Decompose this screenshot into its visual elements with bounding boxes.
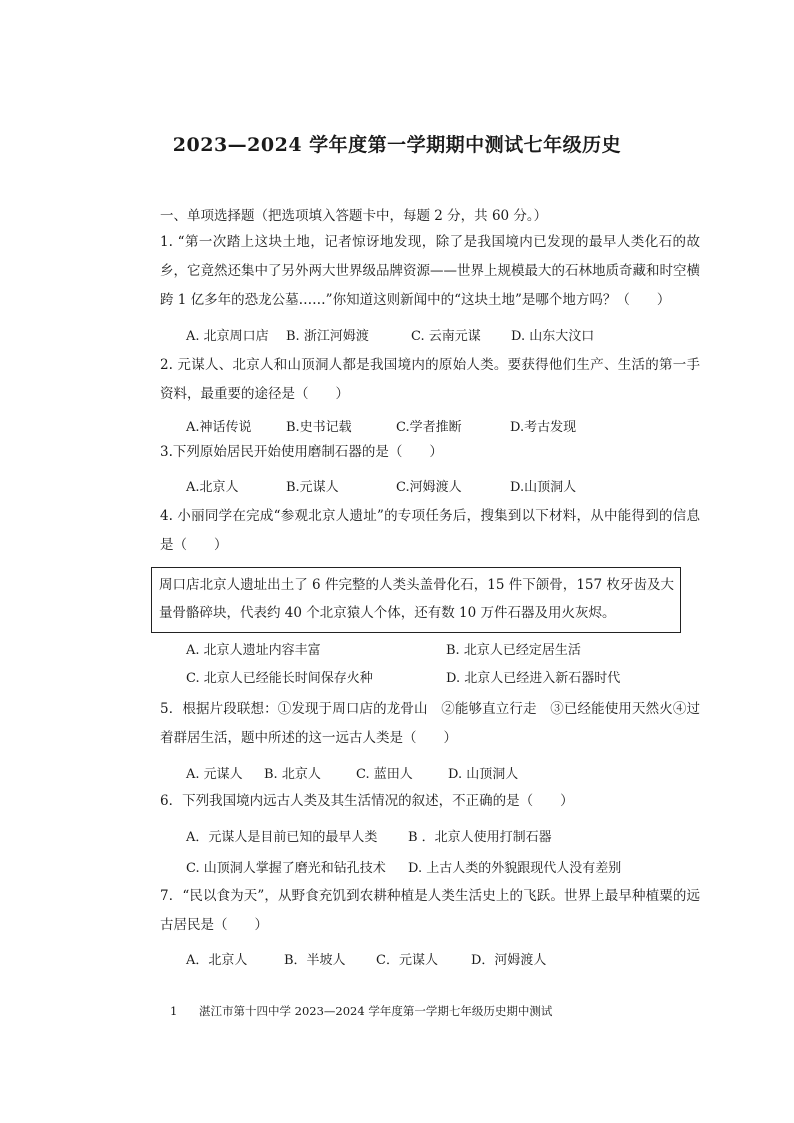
option-c: C. 云南元谋 xyxy=(411,329,481,344)
question-7-options xyxy=(186,949,706,968)
material-box: 周口店北京人遗址出土了 6 件完整的人类头盖骨化石，15 件下颌骨，157 枚牙齿及大量骨骼碎块，代表约 40 个北京猿人个体，还有数 10 万件石器及用火灰烬。 xyxy=(151,567,681,633)
question-3-options xyxy=(186,476,706,495)
option-b: B.元谋人 xyxy=(286,480,339,495)
option-d: D. 上古人类的外貌跟现代人没有差别 xyxy=(408,861,622,876)
option-b: B ．北京人使用打制石器 xyxy=(408,830,552,845)
option-c: C. 北京人已经能长时间保存火种 xyxy=(186,670,373,686)
option-d: D.山顶洞人 xyxy=(510,480,577,495)
option-c: C. 蓝田人 xyxy=(356,767,413,782)
page-title: 2023—2024 学年度第一学期期中测试七年级历史 xyxy=(172,134,622,156)
page-footer xyxy=(170,1003,552,1019)
question-1-stem: 1. “第一次踏上这块土地，记者惊讶地发现，除了是我国境内已发现的最早人类化石的故乡，它竟然还集中了另外两大世界级品牌资源——世界上规模最大的石林地质奇藏和时空横跨 1 亿多年的恐龙公墓……”你知道这则新闻中的“这块土地”是哪个地方吗？（ ） xyxy=(160,234,700,308)
option-a: A．北京人 xyxy=(186,953,248,968)
option-a: A. 北京周口店 xyxy=(186,329,269,344)
option-c: C. 山顶洞人掌握了磨光和钻孔技术 xyxy=(186,861,386,876)
option-c: C．元谋人 xyxy=(376,953,438,968)
option-a: A.北京人 xyxy=(186,480,239,495)
question-6-options-row2 xyxy=(186,857,706,876)
option-a: A．元谋人是目前已知的最早人类 xyxy=(186,830,378,845)
option-d: D. 山顶洞人 xyxy=(448,767,519,782)
section-heading: 一、单项选择题（把选项填入答题卡中，每题 2 分，共 60 分。） xyxy=(160,208,548,224)
question-6-options-row1 xyxy=(186,826,706,845)
option-c: C.河姆渡人 xyxy=(396,480,462,495)
option-b: B. 浙江河姆渡 xyxy=(286,329,369,344)
question-3-stem: 3.下列原始居民开始使用磨制石器的是（ ） xyxy=(160,444,443,460)
question-4-options xyxy=(186,634,706,690)
option-b: B.史书记载 xyxy=(286,420,352,435)
footer-text: 湛江市第十四中学 2023—2024 学年度第一学期七年级历史期中测试 xyxy=(198,1004,553,1018)
option-b: B. 北京人已经定居生活 xyxy=(446,642,581,658)
question-2-options xyxy=(186,416,706,435)
question-6-stem: 6．下列我国境内远古人类及其生活情况的叙述，不正确的是（ ） xyxy=(160,793,574,809)
question-4-stem: 4. 小丽同学在完成“参观北京人遗址”的专项任务后，搜集到以下材料，从中能得到的信息是（ ） xyxy=(160,508,700,553)
option-b: B. 北京人 xyxy=(264,767,321,782)
option-d: D.考古发现 xyxy=(510,420,577,435)
question-2-stem: 2. 元谋人、北京人和山顶洞人都是我国境内的原始人类。要获得他们生产、生活的第一手资料，最重要的途径是（ ） xyxy=(160,357,700,402)
option-b: B．半坡人 xyxy=(284,953,346,968)
option-a: A.神话传说 xyxy=(186,420,252,435)
option-d: D．河姆渡人 xyxy=(471,953,547,968)
option-c: C.学者推断 xyxy=(396,420,462,435)
question-7-stem: 7．“民以食为天”，从野食充饥到农耕种植是人类生活史上的飞跃。世界上最早种植粟的远古居民是（ ） xyxy=(160,888,700,933)
question-5-stem: 5．根据片段联想：①发现于周口店的龙骨山 ②能够直立行走 ③已经能使用天然火④过着群居生活，题中所述的这一远古人类是（ ） xyxy=(160,701,700,746)
question-1-options xyxy=(186,325,706,344)
option-d: D. 北京人已经进入新石器时代 xyxy=(446,670,621,686)
option-d: D. 山东大汶口 xyxy=(511,329,595,344)
option-a: A. 元谋人 xyxy=(186,767,243,782)
page-number: 1 xyxy=(170,1004,178,1018)
option-a: A. 北京人遗址内容丰富 xyxy=(186,642,321,658)
question-5-options xyxy=(186,763,706,782)
